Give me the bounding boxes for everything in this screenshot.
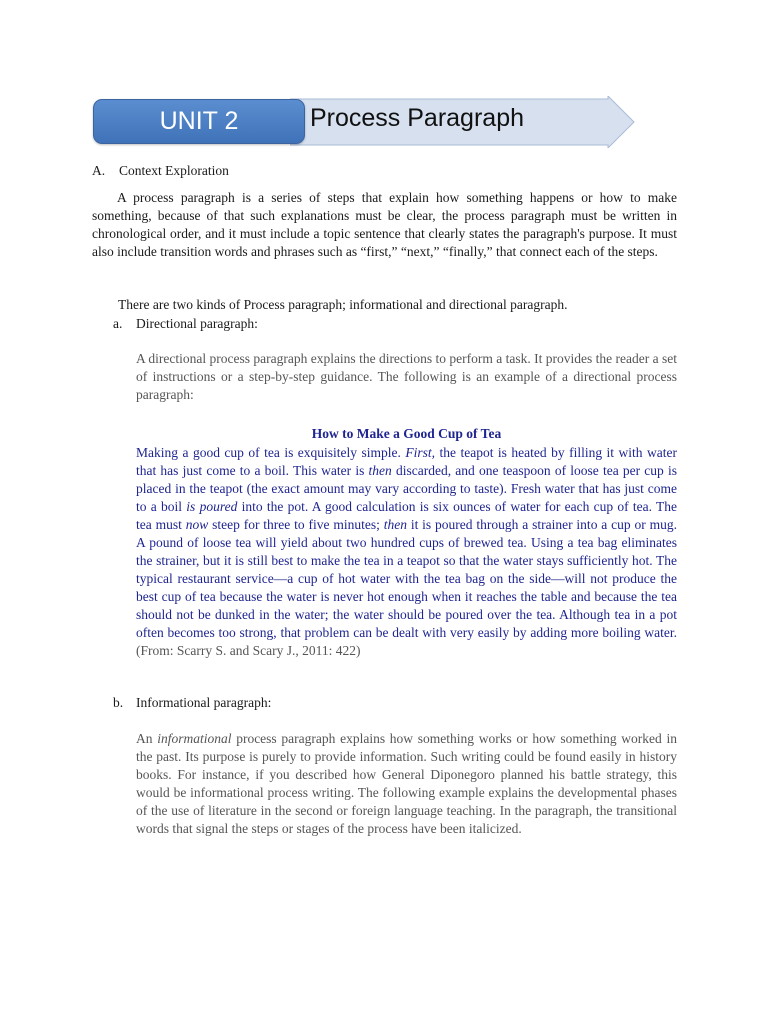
transition-word: First, [405,445,436,460]
transition-word: now [185,517,209,532]
directional-description: A directional process paragraph explains the directions to perform a task. It provides the reader a set of instructions or a step-by-step guidance. The following is an example of a directional process paragraph: [136,351,677,402]
transition-word: then [383,517,407,532]
transition-word: is poured [186,499,238,514]
sub-a-heading: Directional paragraph: [136,316,258,331]
unit-label: UNIT 2 [159,107,239,135]
citation: (From: Scarry S. and Scary J., 2011: 422) [136,643,361,658]
sub-b-heading: Informational paragraph: [136,695,272,710]
section-a-heading: Context Exploration [119,163,229,178]
emphasis-word: informational [157,731,232,746]
example-title: How to Make a Good Cup of Tea [311,426,502,441]
section-a-marker: A. [92,163,106,178]
tea-example-paragraph: Making a good cup of tea is exquisitely simple. First, the teapot is heated by filling it with water that has just come to a boil. This water is then discarded, and one teaspoon of loose tea per cup is placed in the teapot (the exact amount may vary according to taste). Fresh water that has just come to a boil is poured into the pot. A good calculation is six ounces of water for each cup of tea. The tea must now steep for three to five minutes; then it is poured through a strainer into a cup or mug. A pound of loose tea will yield about two hundred cups of brewed tea. Using a tea bag eliminates the strainer, but it is still best to make the tea in a teapot so that the water stays sufficiently hot. The typical restaurant service—a cup of hot water with the tea bag on the side—will not produce the best cup of tea because the water is never hot enough when it reaches the table and because the tea should not be dunked in the water; the water should be poured over the tea. Although tea in a pot often becomes too strong, that problem can be dealt with very easily by adding more boiling water. (From: Scarry S. and Scary J., 2011: 422) [136,445,677,658]
intro-paragraph: A process paragraph is a series of steps that explain how something happens or how to make something, because of that such explanations must be clear, the process paragraph must be written in chronological order, and it must include a topic sentence that clearly states the paragraph's purpose. It must also include transition words and phrases such as “first,” “next,” “finally,” that connect each of the steps. [92,190,677,259]
transition-word: then [368,463,392,478]
sub-a-marker: a. [113,316,123,331]
unit-label-box [93,99,305,144]
page-title: Process Paragraph [310,104,525,132]
informational-description: An informational process paragraph explains how something works or how something worked in the past. Its purpose is purely to provide information. Such writing could be found easily in history books. For instance, if you described how General Diponegoro planned his battle strategy, this would be informational process writing. The following example explains the developmental phases of the use of literature in the second or foreign language teaching. In the paragraph, the transitional words that signal the steps or stages of the process have been italicized. [136,731,678,836]
sub-b-marker: b. [113,695,124,710]
kinds-sentence: There are two kinds of Process paragraph; informational and directional paragraph. [118,297,568,312]
